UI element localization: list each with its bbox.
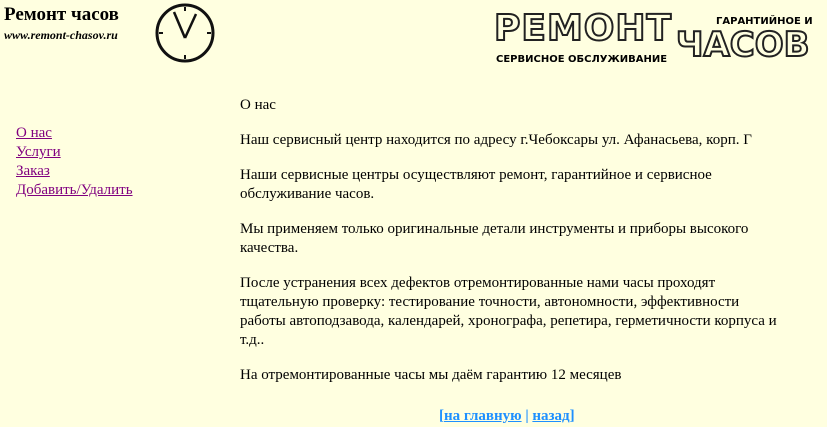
footer-nav (439, 408, 575, 425)
clock-icon (152, 0, 218, 66)
logo-title: Ремонт часов (4, 4, 119, 25)
side-nav (16, 124, 133, 200)
banner-watches-text: ЧАСОВ (676, 25, 810, 65)
banner-warranty-text: ГАРАНТИЙНОЕ И (716, 16, 813, 27)
bracket-open: [ (439, 408, 444, 424)
paragraph-warranty: На отремонтированные часы мы даём гарантию 12 месяцев (240, 367, 622, 383)
paragraph-testing: После устранения всех дефектов отремонтированные нами часы проходят тщательную проверку: тестирование точности, автономности, эффективности работы автоподзавода, календарей, хронографа, репетира, герметичности корпуса и т.д.. (240, 275, 777, 348)
logo-url: www.remont-chasov.ru (4, 28, 118, 42)
paragraph-address: Наш сервисный центр находится по адресу г.Чебоксары ул. Афанасьева, корп. Г (240, 132, 752, 148)
site-logo (0, 0, 232, 62)
nav-link-services[interactable]: Услуги (16, 144, 61, 160)
nav-link-about[interactable]: О нас (16, 125, 52, 141)
nav-link-order[interactable]: Заказ (16, 163, 50, 179)
banner-service-text: СЕРВИСНОЕ ОБСЛУЖИВАНИЕ (496, 54, 668, 65)
page-heading: О нас (240, 97, 276, 113)
banner-repair-text: РЕМОНТ (494, 8, 673, 49)
banner-logo (494, 10, 818, 68)
paragraph-services: Наши сервисные центры осуществляют ремонт, гарантийное и сервисное обслуживание часов. (240, 167, 712, 202)
bracket-close: ] (569, 408, 575, 424)
paragraph-parts: Мы применяем только оригинальные детали инструменты и приборы высокого качества. (240, 221, 749, 256)
main-content (240, 96, 785, 401)
back-link[interactable]: назад (532, 408, 570, 424)
home-link[interactable]: на главную (444, 408, 522, 424)
nav-link-add-remove[interactable]: Добавить/Удалить (16, 182, 133, 198)
link-separator: | (521, 408, 533, 424)
